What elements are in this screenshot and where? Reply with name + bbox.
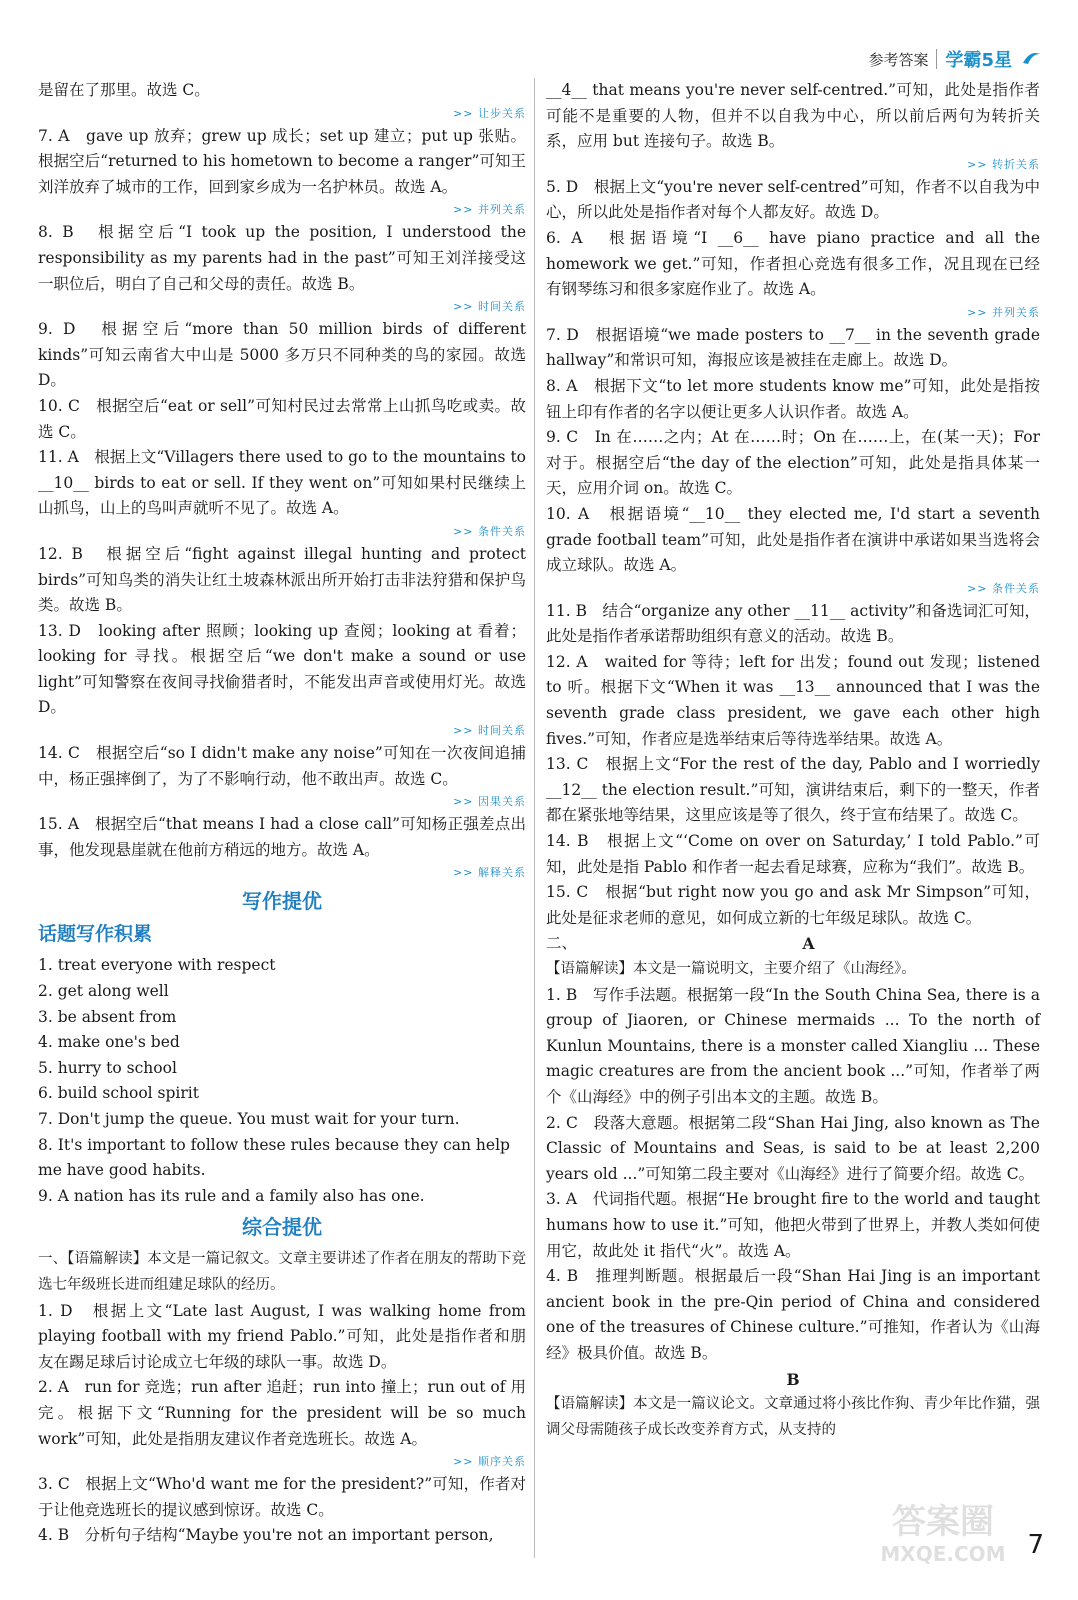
answer-item: 7. A gave up 放弃；grew up 成长；set up 建立；put up 张贴。根据空后“returned to his hometown to become a ranger”可知王刘洋放弃了城市的工作，回到家乡成为一名护林员。故选 A。 — [38, 126, 526, 196]
answer-item: 1. D 根据上文“Late last August, I was walking home from playing football with my friend Pablo.”可知，此处是指作者和朋友在踢足球后讨论成立七年级的球队一事。故选 D。 — [38, 1301, 526, 1371]
part-two-heading — [546, 931, 1040, 957]
relation-tag: >> 顺序关系 — [453, 1455, 526, 1469]
right-column — [546, 78, 1040, 1443]
answer-item: 10. C 根据空后“eat or sell”可知村民过去常常上山抓鸟吃或卖。故选 C。 — [38, 396, 526, 441]
column-divider — [534, 78, 535, 1558]
relation-tag: >> 时间关系 — [453, 724, 526, 738]
relation-tag: >> 时间关系 — [453, 300, 526, 314]
topic-list-item: 3. be absent from — [38, 1007, 177, 1026]
relation-tag: >> 并列关系 — [967, 305, 1040, 319]
left-top-answers — [38, 78, 526, 883]
answer-item: 8. A 根据下文“to let more students know me”可知，此处是指按钮上印有作者的名字以便让更多人认识作者。故选 A。 — [546, 376, 1040, 421]
left-column — [38, 78, 526, 1549]
topic-list-item: 8. It's important to follow these rules because they can help me have good habits. — [38, 1135, 510, 1180]
relation-tag: >> 转折关系 — [967, 157, 1040, 171]
passage-a-intro: 【语篇解读】本文是一篇说明文，主要介绍了《山海经》。 — [546, 961, 916, 977]
header-label: 参考答案 — [868, 50, 929, 69]
topic-writing-list — [38, 953, 526, 1209]
passage-a-answers — [546, 983, 1040, 1367]
answer-item: 9. C In 在……之内；At 在……时；On 在……上，在(某一天)；For 对于。根据空后“the day of the election”可知，此处是指具体某一天，应用介词 on。故选 C。 — [546, 428, 1040, 498]
relation-tag: >> 因果关系 — [453, 795, 526, 809]
answer-item: 13. C 根据上文“For the rest of the day, Pablo and I worriedly __12__ the election result.”可知，演讲结束后，剩下的一整天，作者都在紧张地等结果，这里应该是等了很久，终于宣布结果了。故选 C。 — [546, 755, 1040, 825]
brand-logo: 学霸5星 — [945, 50, 1012, 71]
relation-tag: >> 并列关系 — [453, 203, 526, 217]
answer-item: 7. D 根据语境“we made posters to __7__ in the seventh grade hallway”和常识可知，海报应该是被挂在走廊上。故选 D。 — [546, 325, 1040, 370]
answer-item: 4. B 分析句子结构“Maybe you're not an important person, — [38, 1526, 494, 1545]
topic-list-item: 9. A nation has its rule and a family also has one. — [38, 1186, 425, 1205]
writing-section-title: 写作提优 — [242, 889, 322, 914]
answer-item: 2. C 段落大意题。根据第二段“Shan Hai Jing, also known as The Classic of Mountains and Seas, is said to be at least 2,200 years old ...”可知第二段主要对《山海经》进行了简要介绍。故选 C。 — [546, 1113, 1040, 1183]
passage-b-intro: 【语篇解读】本文是一篇议论文。文章通过将小孩比作狗、青少年比作猫，强调父母需随孩子成长改变养育方式，从支持的 — [546, 1396, 1040, 1438]
topic-writing-title: 话题写作积累 — [38, 923, 153, 946]
right-answers — [546, 78, 1040, 931]
brand-swoosh-icon — [1020, 48, 1042, 70]
topic-list-item: 2. get along well — [38, 982, 169, 1001]
header-separator — [936, 49, 937, 69]
answer-item: __4__ that means you're never self-centred.”可知，此处是指作者可能不是重要的人物，但并不以自我为中心，所以前后两句为转折关系，应用 but 连接句子。故选 B。 — [546, 81, 1040, 151]
answer-item: 2. A run for 竞选；run after 追赶；run into 撞上；run out of 用完。根据下文“Running for the president will be so much work”可知，此处是指朋友建议作者竞选班长。故选 A。 — [38, 1378, 526, 1448]
relation-tag: >> 让步关系 — [453, 106, 526, 120]
passage-b-label: B — [786, 1369, 800, 1389]
topic-list-item: 6. build school spirit — [38, 1084, 199, 1103]
page-number: 7 — [1027, 1530, 1044, 1560]
left-bottom-answers — [38, 1299, 526, 1549]
relation-tag: >> 条件关系 — [967, 581, 1040, 595]
watermark-logo — [858, 1502, 1028, 1572]
answer-item: 3. A 代词指代题。根据“He brought fire to the world and taught humans how to use it.”可知，他把火带到了世界上，并教人类如何使用它，故此处 it 指代“火”。故选 A。 — [546, 1190, 1040, 1260]
page-header — [868, 42, 1042, 76]
answer-item: 15. A 根据空后“that means I had a close call”可知杨正强差点出事，他发现悬崖就在他前方稍远的地方。故选 A。 — [38, 815, 526, 859]
part-two-label: 二、 — [546, 934, 578, 953]
answer-item: 15. C 根据“but right now you go and ask Mr Simpson”可知，此处是征求老师的意见，如何成立新的七年级足球队。故选 C。 — [546, 883, 1040, 927]
passage-intro: 一、【语篇解读】本文是一篇记叙文。文章主要讲述了作者在朋友的帮助下竞选七年级班长进而组建足球队的经历。 — [38, 1251, 526, 1293]
answer-item: 12. A waited for 等待；left for 出发；found out 发现；listened to 听。根据下文“When it was __13__ announced that I was the seventh grade class president, we gave each other high fives.”可知，作者应是选举结束后等待选举结果。故选 A。 — [546, 652, 1040, 748]
watermark-sub: MXQE.COM — [880, 1542, 1006, 1566]
passage-a-label: A — [802, 934, 815, 954]
answer-item: 3. C 根据上文“Who'd want me for the president?”可知，作者对于让他竞选班长的提议感到惊讶。故选 C。 — [38, 1475, 526, 1519]
relation-tag: >> 解释关系 — [453, 866, 526, 880]
comprehensive-section-title: 综合提优 — [242, 1215, 322, 1240]
watermark-main: 答案圈 — [892, 1502, 994, 1542]
answer-item: 13. D looking after 照顾；looking up 查阅；looking at 看着；looking for 寻找。根据空后“we don't make a sound or use light”可知警察在夜间寻找偷猎者时，不能发出声音或使用灯光。故选 D。 — [38, 621, 526, 717]
answer-item: 4. B 推理判断题。根据最后一段“Shan Hai Jing is an important ancient book in the pre-Qin period of China and considered one of the treasures of Chinese culture.”可推知，作者认为《山海经》极具价值。故选 B。 — [546, 1267, 1040, 1362]
topic-list-item: 1. treat everyone with respect — [38, 956, 276, 975]
answer-item: 14. C 根据空后“so I didn't make any noise”可知在一次夜间追捕中，杨正强摔倒了，为了不影响行动，他不敢出声。故选 C。 — [38, 744, 526, 788]
topic-list-item: 7. Don't jump the queue. You must wait for your turn. — [38, 1110, 460, 1128]
answer-item: 11. A 根据上文“Villagers there used to go to the mountains to __10__ birds to eat or sell. If they went on”可知如果村民继续上山抓鸟，山上的鸟叫声就听不见了。故选 A。 — [38, 448, 526, 518]
answer-item: 11. B 结合“organize any other __11__ activity”和备选词汇可知，此处是指作者承诺帮助组织有意义的活动。故选 B。 — [546, 601, 1040, 646]
relation-tag: >> 条件关系 — [453, 524, 526, 538]
topic-list-item: 4. make one's bed — [38, 1033, 180, 1052]
answer-item: 6. A 根据语境“I __6__ have piano practice and all the homework we get.”可知，作者担心竞选有很多工作，况且现在已经有钢琴练习和很多家庭作业了。故选 A。 — [546, 228, 1040, 299]
topic-list-item: 5. hurry to school — [38, 1058, 177, 1077]
answer-item: 10. A 根据语境“__10__ they elected me, I'd start a seventh grade football team”可知，此处是指作者在演讲中承诺如果当选将会成立球队。故选 A。 — [546, 504, 1040, 575]
answer-item: 是留在了那里。故选 C。 — [38, 81, 210, 99]
answer-item: 14. B 根据上文“‘Come on over on Saturday,’ I told Pablo.”可知，此处是指 Pablo 和作者一起去看足球赛，应称为“我们”。故选 B。 — [546, 832, 1040, 876]
answer-item: 12. B 根据空后“fight against illegal hunting and protect birds”可知鸟类的消失让红土坡森林派出所开始打击非法狩猎和保护鸟类。故选 B。 — [38, 544, 526, 615]
answer-item: 9. D 根据空后“more than 50 million birds of different kinds”可知云南省大中山是 5000 多万只不同种类的鸟的家园。故选 D。 — [38, 320, 526, 390]
answer-item: 8. B 根据空后“I took up the position, I understood the responsibility as my parents had in the past”可知王刘洋接受这一职位后，明白了自己和父母的责任。故选 B。 — [38, 223, 526, 293]
answer-item: 5. D 根据上文“you're never self-centred”可知，作者不以自我为中心，所以此处是指作者对每个人都友好。故选 D。 — [546, 177, 1040, 222]
answer-item: 1. B 写作手法题。根据第一段“In the South China Sea, there is a group of Jiaoren, or Chinese mermaids ... To the north of Kunlun Mountains, there is a monster called Xiangliu ... These magic creatures are from the ancient book ...”可知，作者举了两个《山海经》中的例子引出本文的主题。故选 B。 — [546, 985, 1040, 1106]
